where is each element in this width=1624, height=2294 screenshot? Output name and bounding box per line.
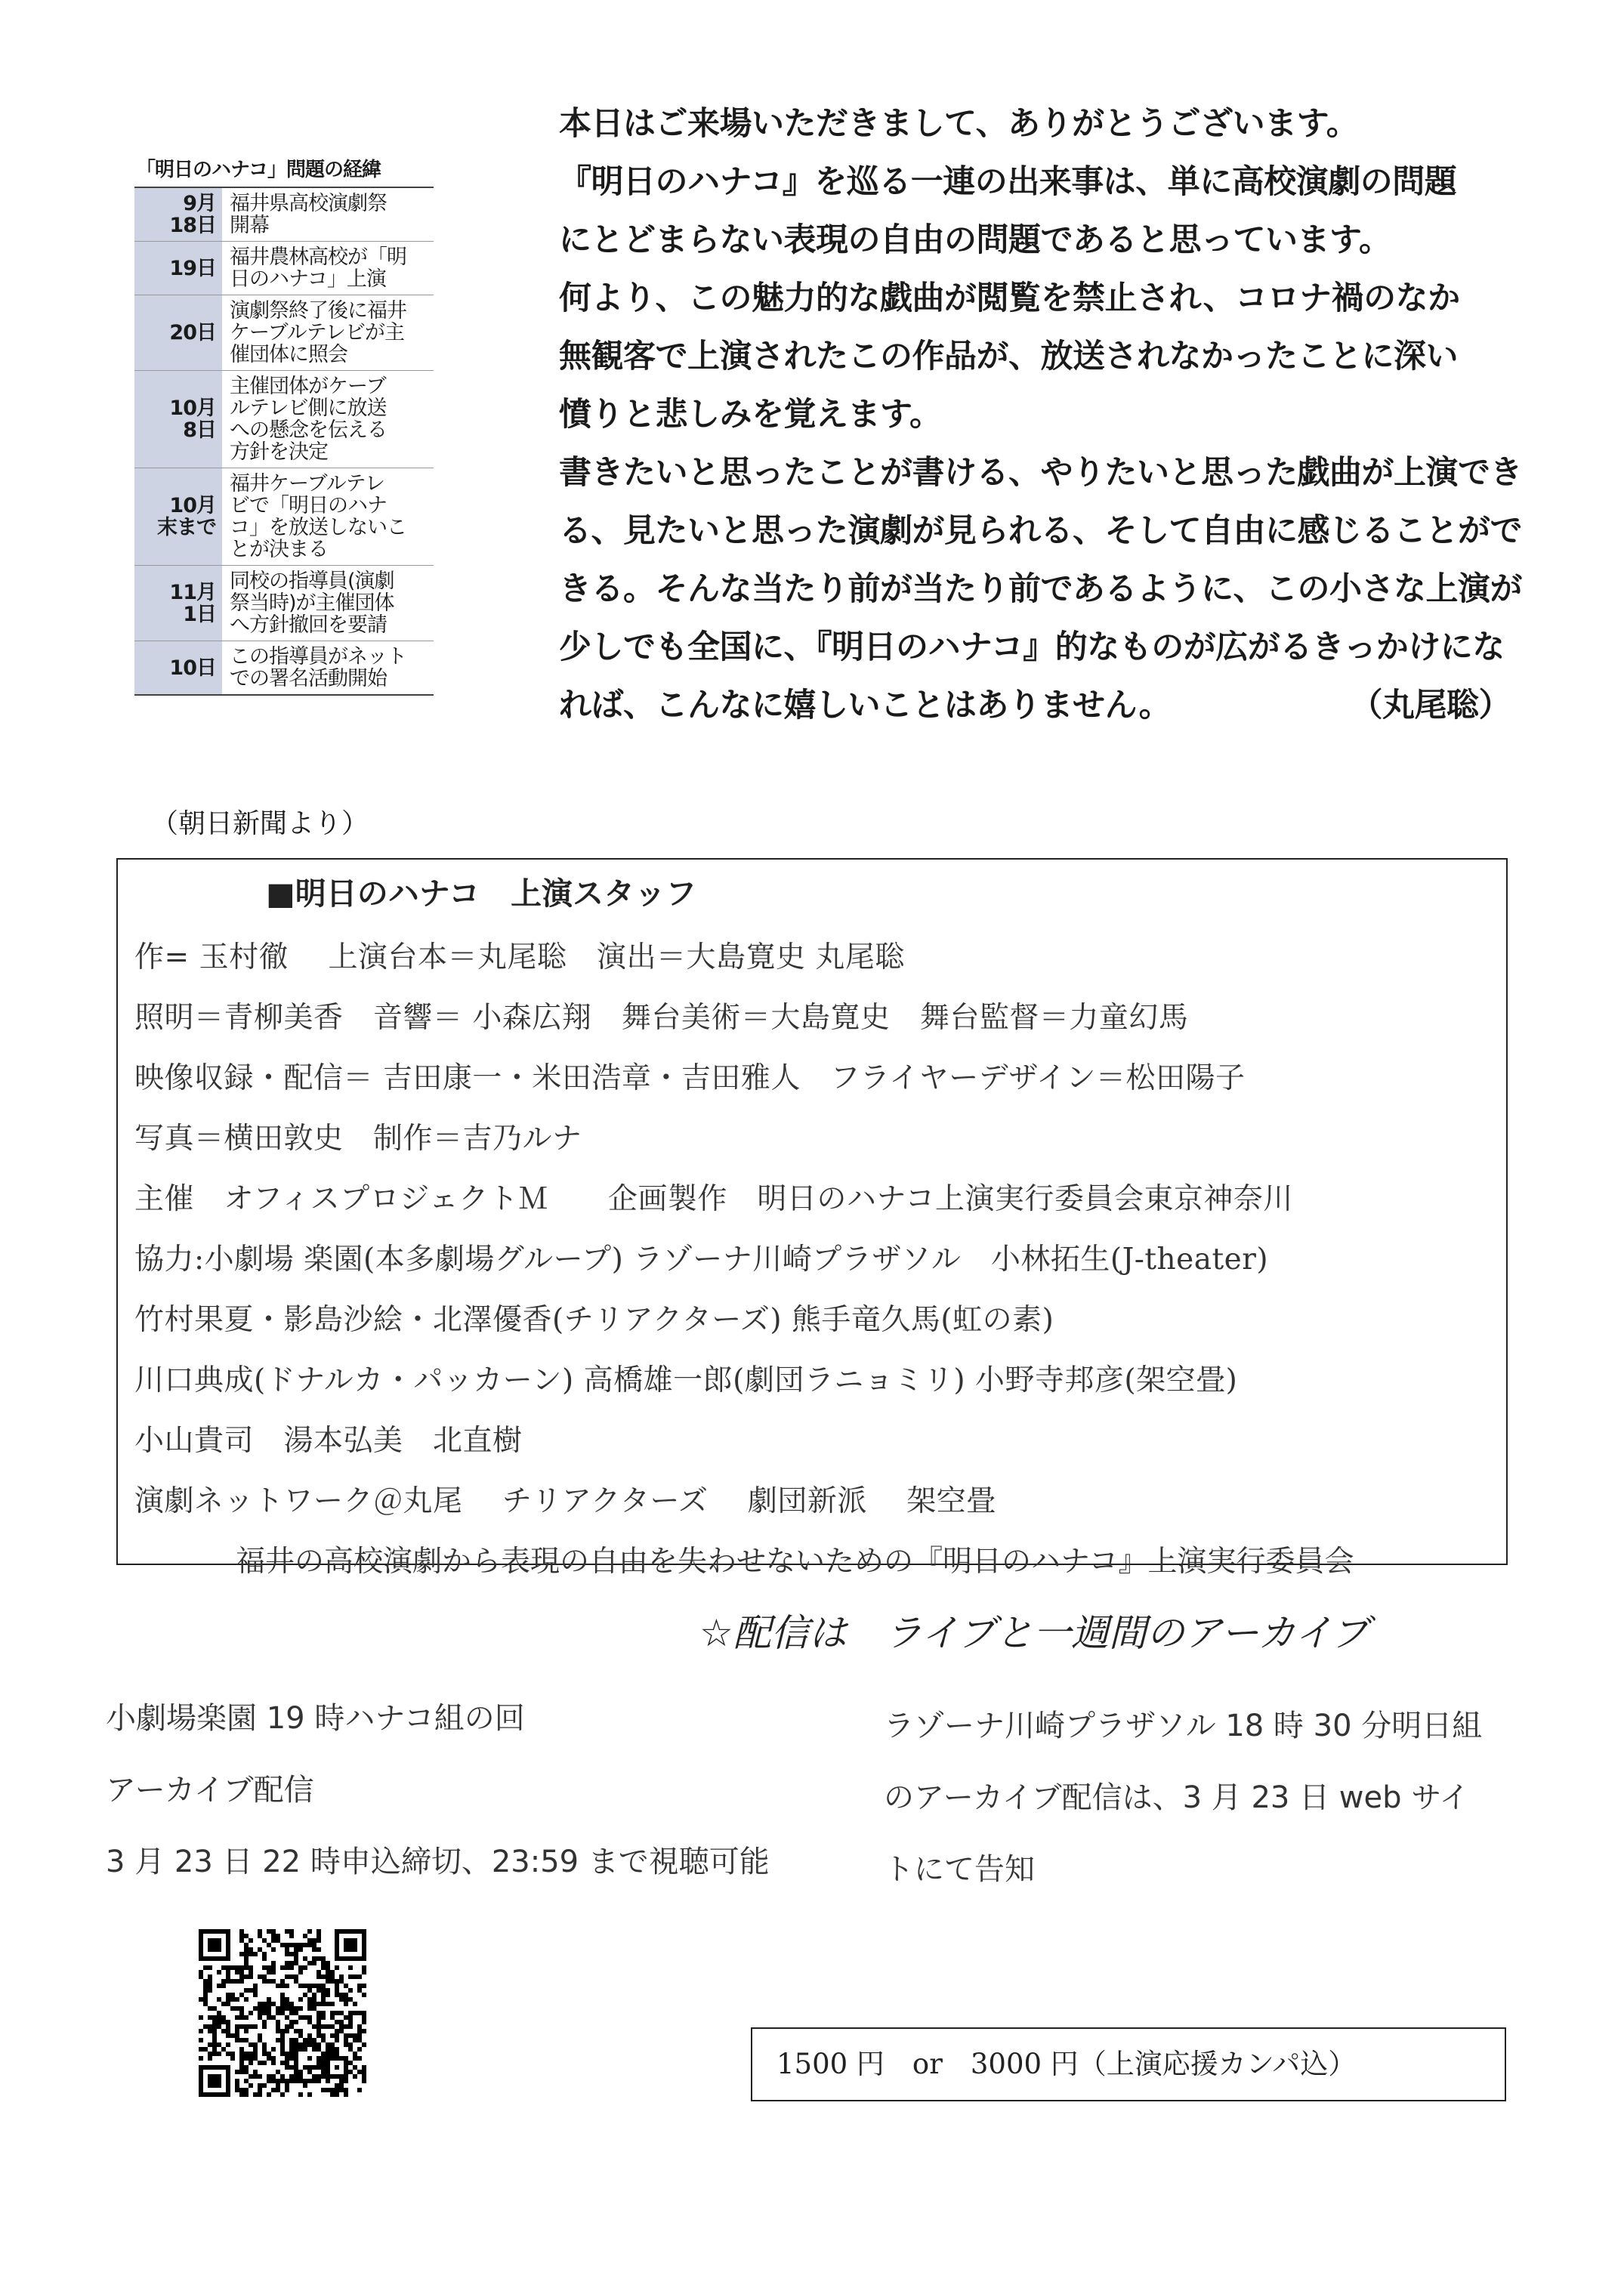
timeline-text-line: 開幕	[230, 214, 269, 237]
qr-code-icon[interactable]	[199, 1929, 366, 2097]
staff-rows	[134, 928, 1491, 1592]
streaming-left-line: アーカイブ配信	[106, 1773, 314, 1808]
timeline-title: 「明日のハナコ」問題の経緯	[136, 159, 381, 181]
message-signature: （丸尾聡）	[1350, 687, 1511, 724]
timeline-text	[222, 566, 434, 641]
timeline-date-line: 20日	[169, 321, 216, 344]
staff-row: 演劇ネットワーク＠丸尾 チリアクターズ 劇団新派 架空畳	[134, 1484, 996, 1518]
timeline-text	[222, 242, 434, 295]
staff-closing: 福井の高校演劇から表現の自由を失わせないための『明日のハナコ』上演実行委員会	[236, 1545, 1354, 1579]
message-line: 何より、この魅力的な戯曲が閲覧を禁止され、コロナ禍のなか	[559, 279, 1460, 317]
staff-row: 照明＝青柳美香 音響＝ 小森広翔 舞台美術＝大島寛史 舞台監督＝力童幻馬	[134, 1001, 1189, 1035]
staff-row: 主催 オフィスプロジェクトＭ 企画製作 明日のハナコ上演実行委員会東京神奈川	[134, 1182, 1293, 1216]
timeline-row	[134, 641, 434, 696]
timeline-text-line: 祭当時)が主催団体	[230, 591, 394, 615]
staff-row: 写真＝横田敦史 制作＝吉乃ルナ	[134, 1122, 582, 1156]
timeline-date	[134, 468, 222, 566]
timeline-table	[134, 187, 434, 696]
streaming-right-line: のアーカイブ配信は、3 月 23 日 web サイ	[884, 1780, 1470, 1815]
message-line: る、見たいと思った演劇が見られる、そして自由に感じることがで	[559, 512, 1522, 550]
timeline-row	[134, 242, 434, 295]
message-line: 少しでも全国に、『明日のハナコ』的なものが広がるきっかけにな	[559, 628, 1505, 666]
timeline-text-line: この指導員がネット	[230, 645, 406, 668]
timeline-date-line: 11月	[169, 580, 216, 604]
timeline-date-line: 10日	[169, 656, 216, 680]
staff-row: 作= 玉村徹 上演台本＝丸尾聡 演出＝大島寛史 丸尾聡	[134, 940, 905, 974]
timeline-date-line: 末まで	[157, 516, 216, 539]
timeline-row	[134, 187, 434, 242]
timeline-date	[134, 242, 222, 295]
timeline-date-line: 19日	[169, 256, 216, 280]
timeline-text-line: へ方針撤回を要請	[230, 613, 387, 637]
greeting-message	[559, 95, 1564, 735]
timeline-text-line: 福井県高校演劇祭	[230, 192, 387, 215]
timeline-date	[134, 566, 222, 641]
staff-row: 協力:小劇場 楽園(本多劇場グループ) ラゾーナ川崎プラザソル 小林拓生(J-theater)	[134, 1243, 1269, 1277]
timeline-text-line: 同校の指導員(演劇	[230, 570, 394, 593]
source-credit: （朝日新聞より）	[151, 808, 369, 839]
timeline-text-line: 福井ケーブルテレ	[230, 472, 385, 496]
message-line: 本日はご来場いただきまして、ありがとうございます。	[559, 105, 1359, 143]
streaming-left-line: 小劇場楽園 19 時ハナコ組の回	[106, 1701, 525, 1736]
timeline-text-line: コ」を放送しないこ	[230, 516, 406, 539]
timeline-date	[134, 187, 222, 242]
streaming-right-line: ラゾーナ川崎プラザソル 18 時 30 分明日組	[884, 1709, 1483, 1743]
timeline-text-line: 催団体に照会	[230, 343, 347, 366]
timeline-text	[222, 371, 434, 468]
timeline-date-line: 18日	[169, 214, 216, 237]
timeline-text-line: 主催団体がケーブ	[230, 375, 386, 398]
timeline-row	[134, 566, 434, 641]
message-line-last	[559, 677, 1564, 735]
timeline-text-line: 演劇祭終了後に福井	[230, 299, 406, 323]
message-line: れば、こんなに嬉しいことはありません。	[559, 687, 1172, 724]
message-line: 憤りと悲しみを覚えます。	[559, 396, 942, 434]
message-line: 書きたいと思ったことが書ける、やりたいと思った戯曲が上演でき	[559, 454, 1522, 492]
timeline-text	[222, 187, 434, 242]
timeline-text	[222, 295, 434, 371]
timeline-row	[134, 468, 434, 566]
timeline-date-line: 10月	[169, 397, 216, 420]
timeline-row	[134, 371, 434, 468]
timeline-date-line: 1日	[183, 602, 216, 626]
timeline-text-line: ケーブルテレビが主	[230, 321, 405, 344]
timeline-date-line: 8日	[183, 418, 216, 442]
staff-box	[116, 858, 1508, 1579]
timeline-text-line: 日のハナコ」上演	[230, 267, 386, 291]
timeline-date	[134, 641, 222, 696]
timeline-text-line: への懸念を伝える	[230, 418, 387, 442]
timeline-text	[222, 468, 434, 566]
timeline-text-line: ルテレビ側に放送	[230, 397, 387, 420]
streaming-title: ☆配信は ライブと一週間のアーカイブ	[699, 1611, 1369, 1655]
staff-row: 映像収録・配信＝ 吉田康一・米田浩章・吉田雅人 フライヤーデザイン＝松田陽子	[134, 1061, 1246, 1095]
timeline-date-line: 9月	[183, 192, 216, 215]
streaming-left-info	[106, 1683, 770, 1898]
timeline-text-line: とが決まる	[230, 538, 328, 561]
staff-row: 竹村果夏・影島沙絵・北澤優香(チリアクターズ) 熊手竜久馬(虹の素)	[134, 1303, 1054, 1337]
staff-row: 小山貴司 湯本弘美 北直樹	[134, 1424, 523, 1458]
timeline-date	[134, 371, 222, 468]
timeline-text-line: 方針を決定	[230, 440, 328, 464]
timeline-text-line: での署名活動開始	[230, 667, 387, 690]
message-line: にとどまらない表現の自由の問題であると思っています。	[559, 221, 1391, 259]
streaming-right-info	[884, 1690, 1482, 1906]
message-line: きる。そんな当たり前が当たり前であるように、この小さな上演が	[559, 570, 1522, 608]
timeline-text	[222, 641, 434, 696]
streaming-right-line: トにて告知	[884, 1852, 1035, 1887]
price-box: 1500 円 or 3000 円（上演応援カンパ込）	[751, 2027, 1506, 2101]
streaming-left-line: 3 月 23 日 22 時申込締切、23:59 まで視聴可能	[106, 1845, 770, 1879]
staff-row: 川口典成(ドナルカ・パッカーン) 高橋雄一郎(劇団ラニョミリ) 小野寺邦彦(架空畳)	[134, 1363, 1238, 1397]
timeline-row	[134, 295, 434, 371]
timeline-text-line: ビで「明日のハナ	[230, 494, 387, 517]
message-line: 無観客で上演されたこの作品が、放送されなかったことに深い	[559, 338, 1458, 375]
message-line: 『明日のハナコ』を巡る一連の出来事は、単に高校演劇の問題	[559, 163, 1457, 201]
timeline-text-line: 福井農林高校が「明	[230, 245, 406, 269]
timeline-date	[134, 295, 222, 371]
timeline-date-line: 10月	[169, 494, 216, 517]
timeline-clipping	[134, 151, 434, 696]
staff-heading: ■明日のハナコ 上演スタッフ	[266, 875, 697, 912]
